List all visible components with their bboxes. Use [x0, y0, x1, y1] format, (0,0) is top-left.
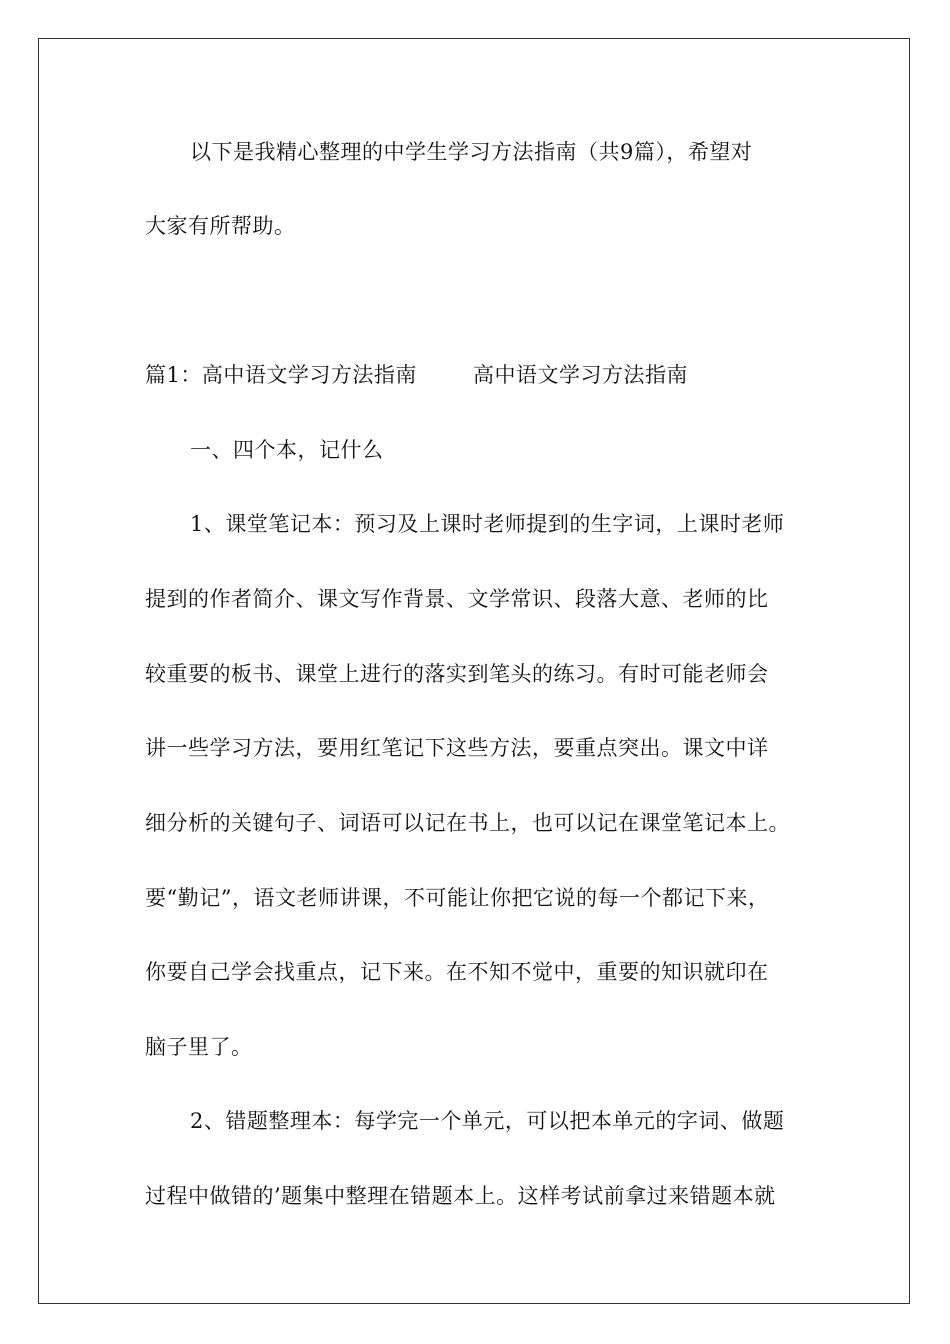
paragraph-line: 脑子里了。 [145, 1035, 253, 1059]
paragraph-line: 过程中做错的’题集中整理在错题本上。这样考试前拿过来错题本就 [145, 1184, 776, 1208]
intro-line-1: 以下是我精心整理的中学生学习方法指南（共9篇），希望对 [190, 140, 753, 164]
section-heading: 一、四个本，记什么 [190, 438, 384, 462]
paragraph-line: 2、错题整理本：每学完一个单元，可以把本单元的字词、做题 [190, 1109, 785, 1133]
paragraph-line: 你要自己学会找重点，记下来。在不知不觉中，重要的知识就印在 [145, 960, 769, 984]
paragraph-line: 要“勤记”，语文老师讲课，不可能让你把它说的每一个都记下来， [145, 886, 770, 910]
intro-line-2: 大家有所帮助。 [145, 214, 296, 238]
chapter-title-repeat: 高中语文学习方法指南 [473, 363, 688, 387]
paragraph-line: 讲一些学习方法，要用红笔记下这些方法，要重点突出。课文中详 [145, 736, 769, 760]
chapter-heading: 篇1：高中语文学习方法指南 [145, 363, 417, 387]
paragraph-line: 1、课堂笔记本：预习及上课时老师提到的生字词，上课时老师 [190, 512, 785, 536]
paragraph-line: 提到的作者简介、课文写作背景、文学常识、段落大意、老师的比 [145, 587, 769, 611]
paragraph-line: 较重要的板书、课堂上进行的落实到笔头的练习。有时可能老师会 [145, 662, 769, 686]
paragraph-line: 细分析的关键句子、词语可以记在书上，也可以记在课堂笔记本上。 [145, 811, 790, 835]
